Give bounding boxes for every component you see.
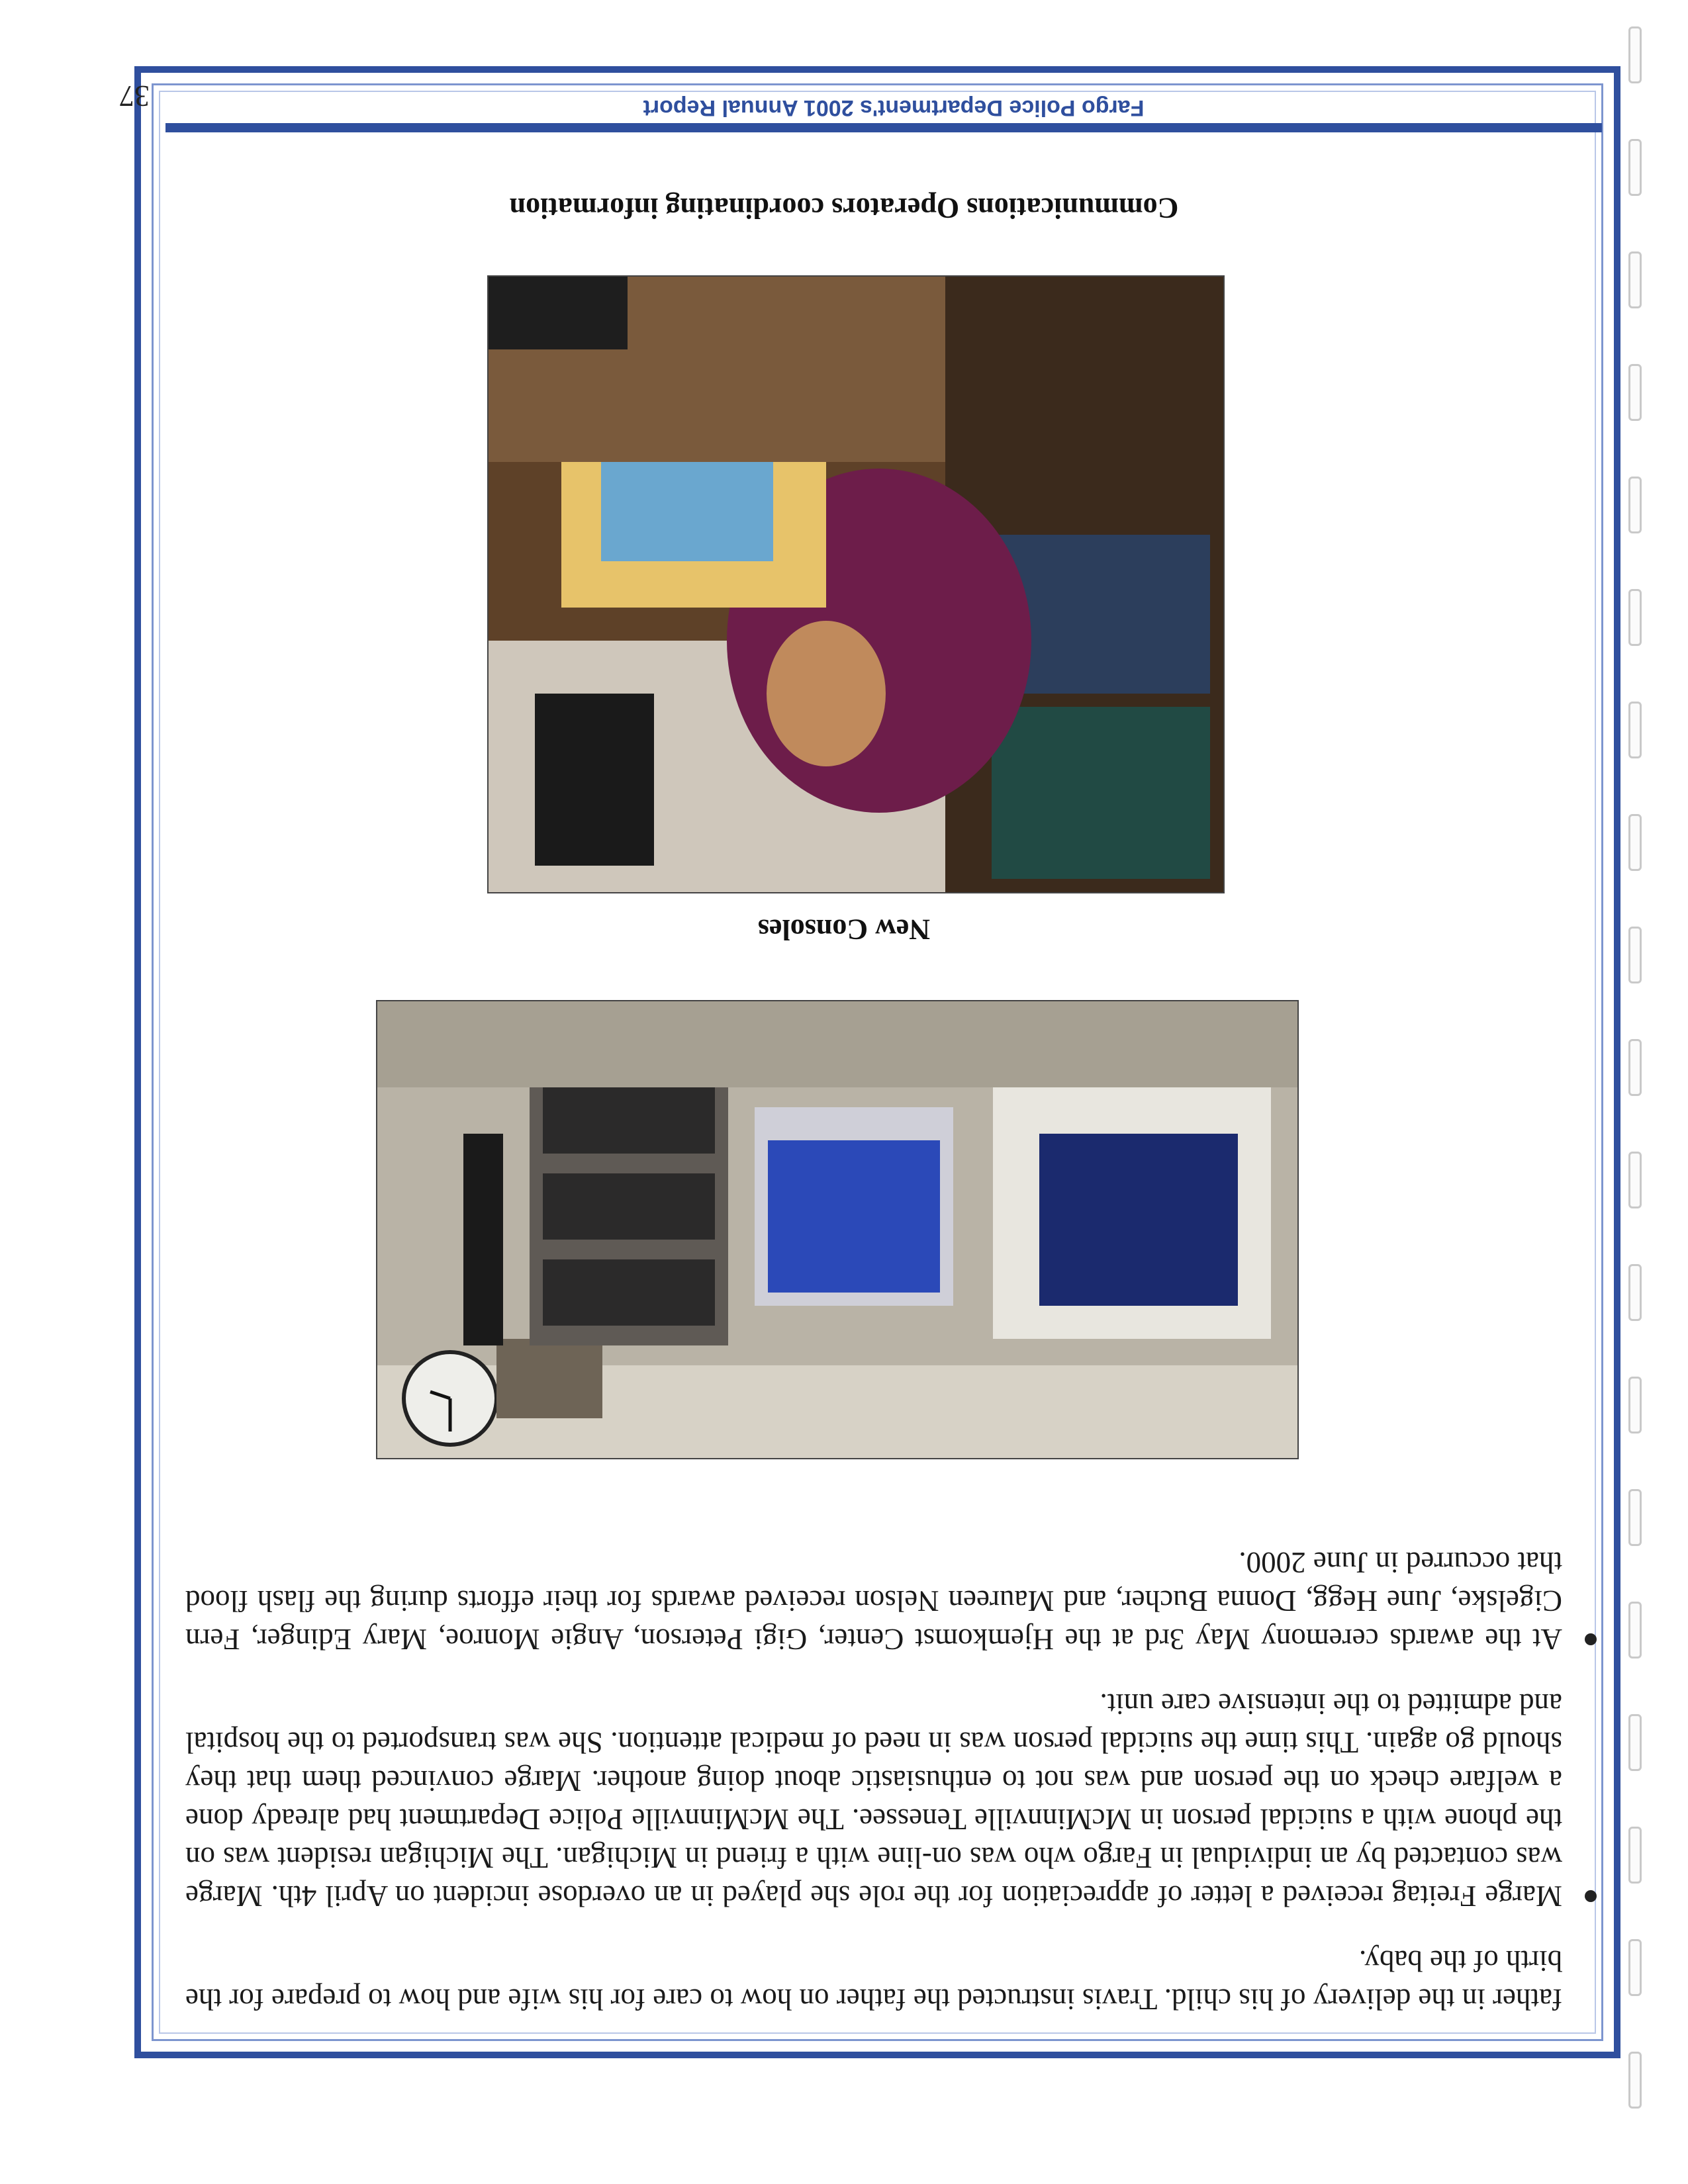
bullet-icon	[1585, 1633, 1597, 1645]
footer-title: Fargo Police Department's 2001 Annual Report	[643, 95, 1145, 120]
figure-caption: Communications Operators coordinating information	[509, 192, 1179, 224]
consoles-photo-image	[377, 1001, 1297, 1458]
operators-photo	[487, 275, 1225, 893]
list-item-text: At the awards ceremony May 3rd at the Hjemkomst Center, Gigi Peterson, Angie Monroe, Mary Edinger, Fern Cigelske, June Hegg, Donna Bucher, and Maureen Nelson received awards for their efforts during the flash flood that occurred in June 2000.	[185, 1546, 1562, 1656]
consoles-photo	[376, 1000, 1299, 1459]
continued-paragraph: father in the delivery of his child. Travis instructed the father on how to care for his wife and how to prepare for the birth of the baby.	[185, 1944, 1562, 2016]
page-number: 37	[119, 79, 150, 113]
list-item-text: Marge Freitag received a letter of appreciation for the role she played in an overdose incident on April 4th. Marge was contacted by an individual in Fargo who was on-line with a friend in Michigan. The Michigan resident was on the phone with a suicidal person in McMinnville Tenessee. The McMinnville Police Department had already done a welfare check on the person and was not to enthusiastic about doing another. Marge convinced them that they should go again. This time the suicidal person was in need of medical attention. She was transported to the hospital and admitted to the intensive care unit.	[185, 1688, 1562, 1913]
footer-rule	[165, 123, 1602, 132]
body-text	[185, 1517, 1562, 2019]
figure-caption: New Consoles	[757, 913, 931, 946]
operators-photo-image	[489, 277, 1223, 892]
list-item	[185, 1543, 1562, 1659]
bullet-icon	[1585, 1890, 1597, 1902]
list-item	[185, 1685, 1562, 1915]
